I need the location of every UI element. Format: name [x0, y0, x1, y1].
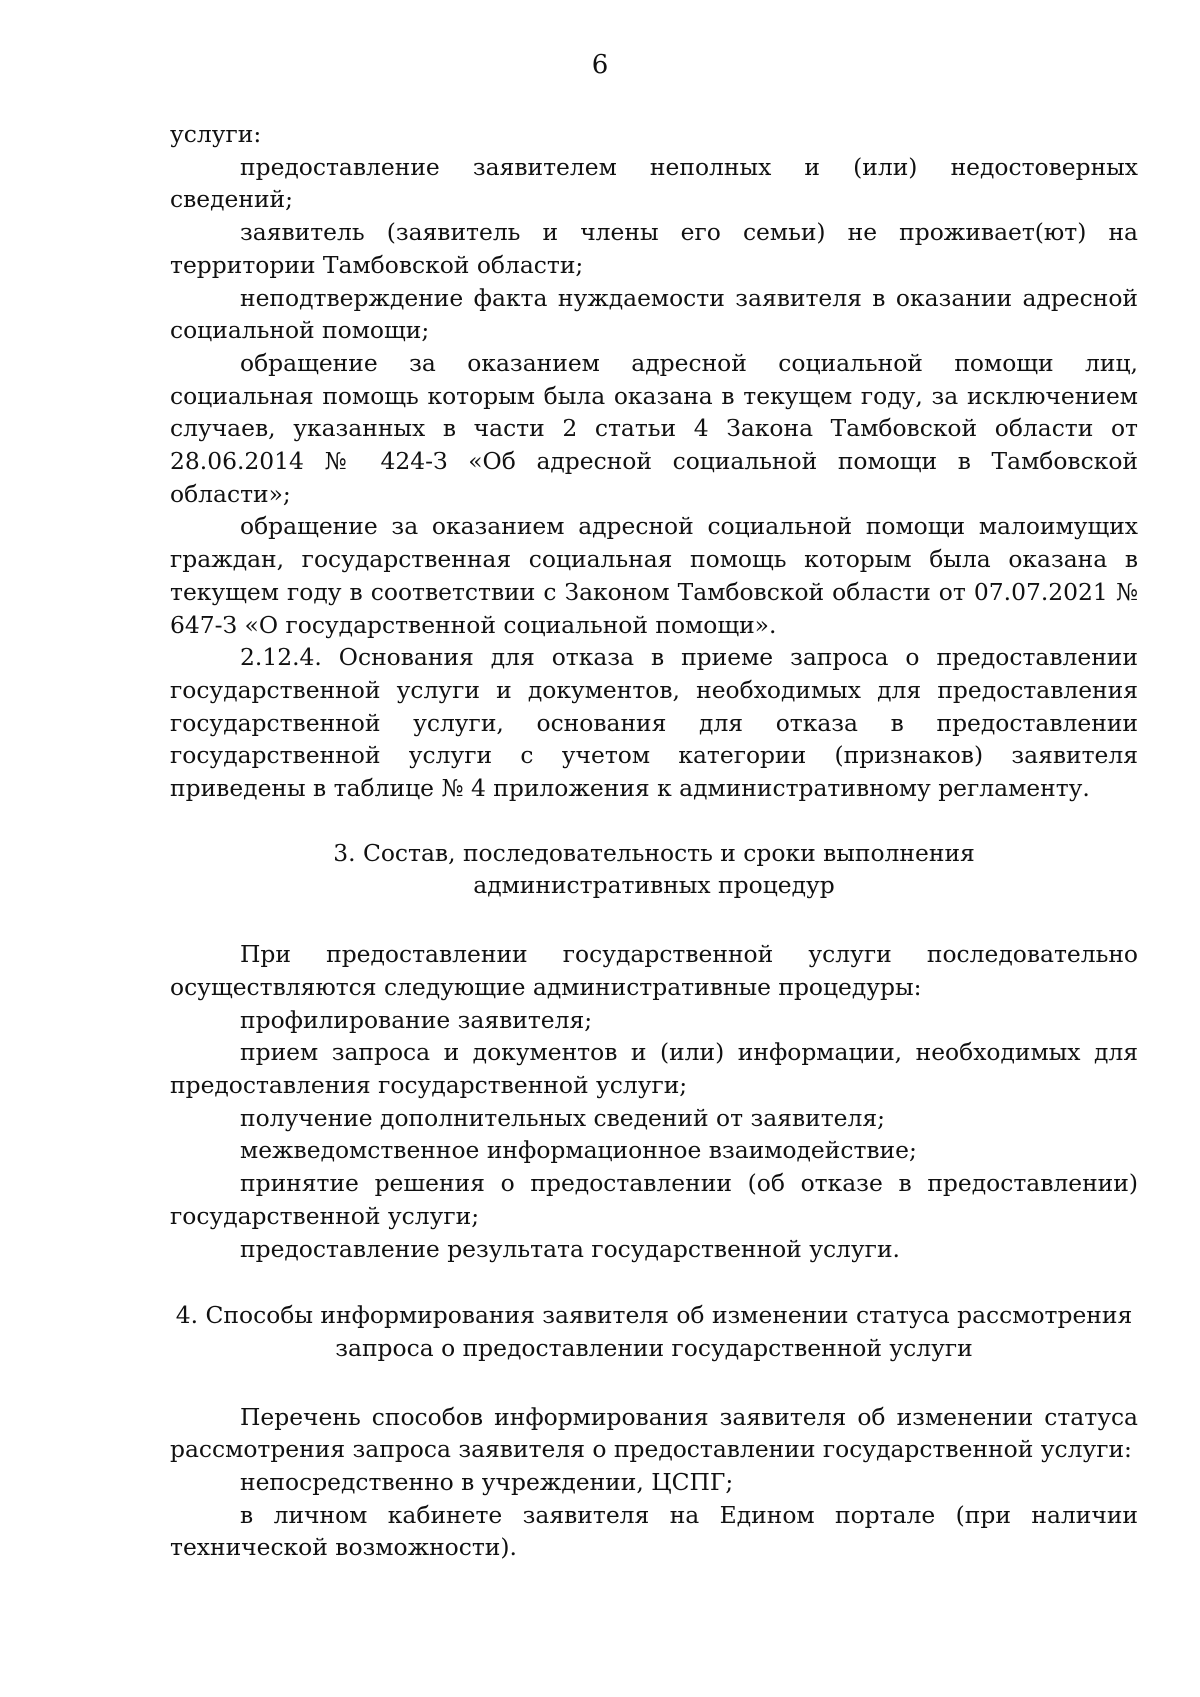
- paragraph-low-income: обращение за оказанием адресной социальной помощи малоимущих граждан, государственная социальная помощь которым была оказана в текущем году в соответствии с Законом Тамбовской области от 07.07.2021 № 647-З «О государственной социальной помощи».: [170, 512, 1138, 639]
- section-4-heading: [170, 1299, 1138, 1364]
- procedure-item: получение дополнительных сведений от заявителя;: [240, 1103, 885, 1132]
- paragraph-continuation: услуги:: [170, 120, 262, 148]
- section-3-heading-line-2: административных процедур: [473, 871, 835, 900]
- procedure-item: предоставление результата государственной услуги.: [240, 1234, 900, 1263]
- section-4-heading-line-2: запроса о предоставлении государственной услуги: [335, 1333, 973, 1362]
- section-3-heading: [170, 837, 1138, 902]
- section-4-heading-line-1: 4. Способы информирования заявителя об изменении статуса рассмотрения: [175, 1301, 1133, 1330]
- procedure-item: профилирование заявителя;: [240, 1005, 593, 1034]
- paragraph-need-not-confirmed: неподтверждение факта нуждаемости заявителя в оказании адресной социальной помощи;: [170, 283, 1138, 345]
- paragraph-incomplete-info: предоставление заявителем неполных и (или) недостоверных сведений;: [170, 152, 1138, 214]
- procedure-item: межведомственное информационное взаимодействие;: [240, 1136, 917, 1165]
- procedure-item: принятие решения о предоставлении (об отказе в предоставлении) государственной услуги;: [170, 1169, 1138, 1230]
- page-number: 6: [591, 50, 609, 80]
- document-body: [170, 118, 1138, 1564]
- paragraph-residence: заявитель (заявитель и члены его семьи) не проживает(ют) на территории Тамбовской области;: [170, 218, 1138, 279]
- section-4-paragraph: Перечень способов информирования заявителя об изменении статуса рассмотрения запроса заявителя о предоставлении государственной услуги:: [170, 1402, 1138, 1464]
- section-3-heading-line-1: 3. Состав, последовательность и сроки выполнения: [333, 838, 975, 867]
- procedure-item: прием запроса и документов и (или) информации, необходимых для предоставления государственной услуги;: [170, 1038, 1138, 1099]
- notification-method-item: непосредственно в учреждении, ЦСПГ;: [240, 1468, 734, 1497]
- notification-method-item: в личном кабинете заявителя на Едином портале (при наличии технической возможности).: [170, 1500, 1138, 1562]
- paragraph-repeat-request: обращение за оказанием адресной социальной помощи лиц, социальная помощь которым была оказана в текущем году, за исключением случаев, указанных в части 2 статьи 4 Закона Тамбовской области от 28.06.2014 № 424-З «Об адресной социальной помощи в Тамбовской области»;: [170, 348, 1138, 508]
- paragraph-2-12-4: 2.12.4. Основания для отказа в приеме запроса о предоставлении государственной услуги и документов, необходимых для предоставления государственной услуги, основания для отказа в предоставлении государственной услуги с учетом категории (признаков) заявителя приведены в таблице № 4 приложения к административному регламенту.: [170, 643, 1138, 803]
- section-3-paragraph: При предоставлении государственной услуги последовательно осуществляются следующие административные процедуры:: [170, 940, 1138, 1001]
